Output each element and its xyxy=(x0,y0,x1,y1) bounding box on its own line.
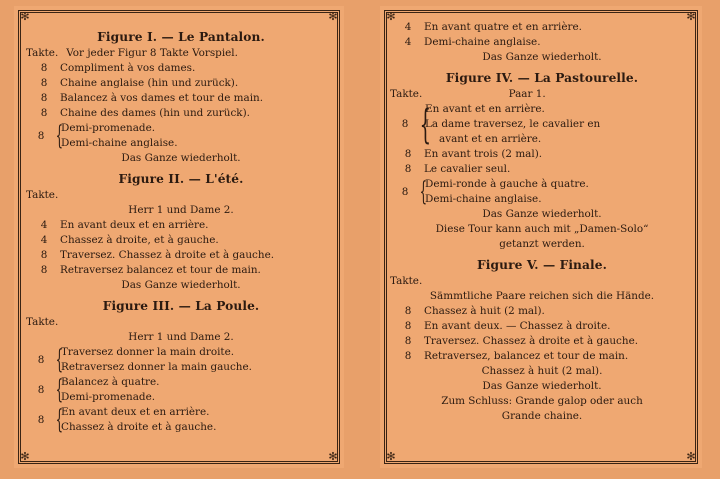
ornament-icon: ✻ xyxy=(328,450,338,463)
table-row: 8 Compliment à vos dames. xyxy=(40,62,196,74)
ornament-icon: ✻ xyxy=(20,10,30,23)
brace-icon: { xyxy=(55,405,64,435)
after-text: Chassez à huit (2 mal). xyxy=(481,365,603,377)
repeat-text: Das Ganze wiederholt. xyxy=(121,279,241,291)
table-row: 8 En avant deux. — Chassez à droite. xyxy=(404,320,611,332)
ending-text: Grande chaine. xyxy=(501,410,583,422)
table-row: 8 Retraversez balancez et tour de main. xyxy=(40,264,261,276)
brace-icon: { xyxy=(55,345,64,375)
couple-text: Paar 1. xyxy=(508,88,546,100)
table-row: 8 Balancez à vos dames et tour de main. xyxy=(40,92,264,104)
couple-text: Herr 1 und Dame 2. xyxy=(128,204,234,216)
table-row: 8 Traversez. Chassez à droite et à gauche. xyxy=(404,335,639,347)
couple-text: Herr 1 und Dame 2. xyxy=(128,331,234,343)
intro-text: Sämmtliche Paare reichen sich die Hände. xyxy=(429,290,655,302)
brace-group: 8 { Demi-ronde à gauche à quatre. Demi-chaine anglaise. xyxy=(401,177,589,207)
ornament-icon: ✻ xyxy=(20,450,30,463)
table-row: 8 Traversez. Chassez à droite et à gauche. xyxy=(40,249,275,261)
intro-text: Vor jeder Figur 8 Takte Vorspiel. xyxy=(66,47,238,59)
takte-label: Takte. xyxy=(26,189,59,201)
brace-group: 8 { Balancez à quatre. Demi-promenade. xyxy=(37,375,160,405)
ornament-icon: ✻ xyxy=(328,10,338,23)
brace-group: 8 { En avant deux et en arrière. Chassez à droite et à gauche. xyxy=(37,405,217,435)
note-text: getanzt werden. xyxy=(499,238,585,250)
figure-1-intro xyxy=(28,46,334,61)
figure-3-title: Figure III. — La Poule. xyxy=(102,299,260,313)
repeat-text: Das Ganze wiederholt. xyxy=(121,152,241,164)
table-row: 4 Demi-chaine anglaise. xyxy=(404,36,541,48)
takte-label: Takte. xyxy=(390,275,423,287)
table-row: 4 En avant quatre et en arrière. xyxy=(404,21,582,33)
takte-label: Takte. xyxy=(26,316,59,328)
figure-4-title: Figure IV. — La Pastourelle. xyxy=(445,71,639,85)
ornament-icon: ✻ xyxy=(686,450,696,463)
right-page xyxy=(380,6,702,468)
brace-group: 8 { En avant et en arrière. La dame traversez, le cavalier en avant et en arrière. xyxy=(401,101,601,148)
brace-icon: { xyxy=(55,121,64,151)
table-row: 8 En avant trois (2 mal). xyxy=(404,148,543,160)
figure-1-title: Figure I. — Le Pantalon. xyxy=(97,30,265,44)
ornament-icon: ✻ xyxy=(386,450,396,463)
table-row: 8 Retraversez, balancez et tour de main. xyxy=(404,350,629,362)
ornament-icon: ✻ xyxy=(386,10,396,23)
table-row: 8 Chaine des dames (hin und zurück). xyxy=(40,107,250,119)
ending-text: Zum Schluss: Grande galop oder auch xyxy=(441,395,643,407)
brace-icon: { xyxy=(419,101,432,148)
table-row: 8 Chaine anglaise (hin und zurück). xyxy=(40,77,239,89)
left-page xyxy=(14,6,344,468)
right-page-content xyxy=(392,20,692,424)
figure-2-title: Figure II. — L'été. xyxy=(118,172,244,186)
note-text: Diese Tour kann auch mit „Damen-Solo“ xyxy=(435,223,649,235)
figure-4-intro xyxy=(392,87,692,102)
table-row: 4 En avant deux et en arrière. xyxy=(40,219,209,231)
left-page-content xyxy=(28,24,334,435)
figure-5-title: Figure V. — Finale. xyxy=(477,258,607,272)
takte-label: Takte. xyxy=(26,47,59,59)
table-row: 8 Chassez à huit (2 mal). xyxy=(404,305,545,317)
table-row: 4 Chassez à droite, et à gauche. xyxy=(40,234,219,246)
ornament-icon: ✻ xyxy=(686,10,696,23)
brace-icon: { xyxy=(419,177,428,207)
brace-group: 8 { Demi-promenade. Demi-chaine anglaise. xyxy=(37,121,178,151)
brace-group: 8 { Traversez donner la main droite. Retraversez donner la main gauche. xyxy=(37,345,252,375)
repeat-text: Das Ganze wiederholt. xyxy=(482,380,602,392)
repeat-text: Das Ganze wiederholt. xyxy=(482,51,602,63)
repeat-text: Das Ganze wiederholt. xyxy=(482,208,602,220)
takte-label: Takte. xyxy=(390,88,423,100)
table-row: 8 Le cavalier seul. xyxy=(404,163,511,175)
brace-icon: { xyxy=(55,375,64,405)
